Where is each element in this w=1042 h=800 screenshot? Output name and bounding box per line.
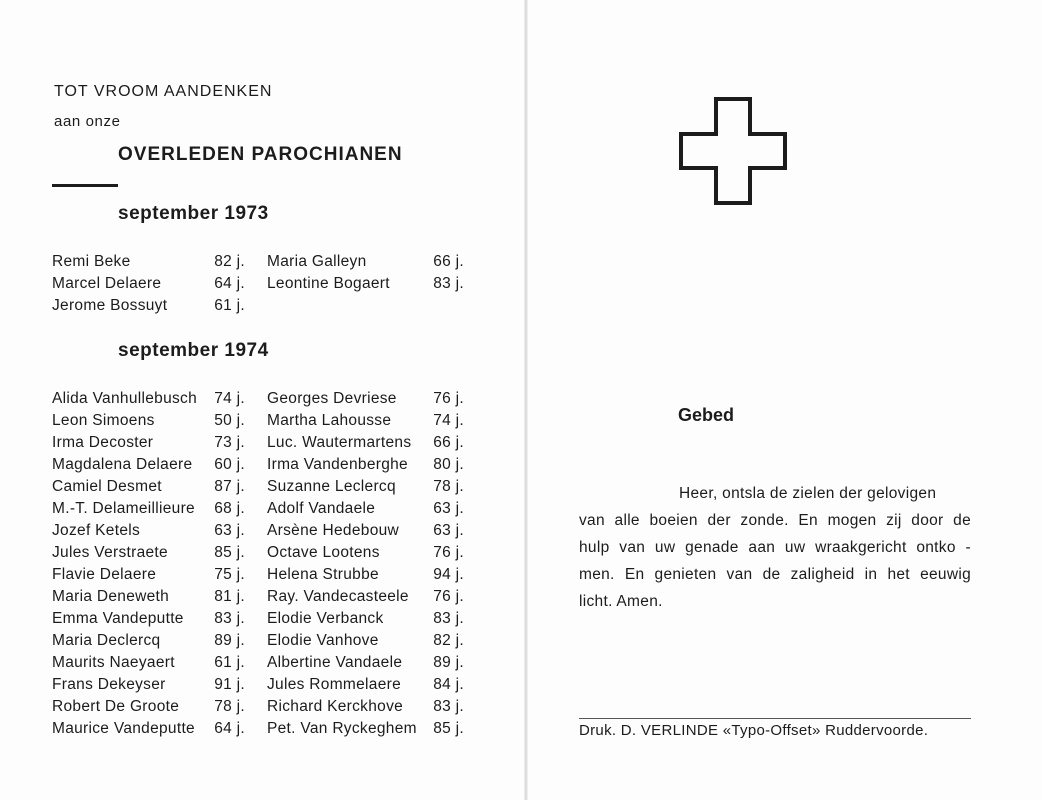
age-left: 64 j.	[214, 720, 245, 737]
prayer-line: men. En genieten van de zaligheid in het eeuwig	[579, 566, 971, 583]
name-left: Alida Vanhullebusch	[52, 390, 198, 407]
printer-divider	[579, 718, 971, 719]
age-right: 94 j.	[433, 566, 464, 583]
age-right: 66 j.	[433, 253, 464, 270]
name-left: Magdalena Delaere	[52, 456, 193, 473]
prayer-line: Heer, ontsla de zielen der gelovigen	[679, 485, 937, 502]
age-left: 64 j.	[214, 275, 245, 292]
name-left: Jozef Ketels	[52, 522, 141, 539]
name-left: Leon Simoens	[52, 412, 155, 429]
age-left: 82 j.	[214, 253, 245, 270]
age-left: 50 j.	[214, 412, 245, 429]
name-right: Ray. Vandecasteele	[267, 588, 409, 605]
name-left: Flavie Delaere	[52, 566, 157, 583]
name-left: Frans Dekeyser	[52, 676, 166, 693]
age-right: 78 j.	[433, 478, 464, 495]
name-right: Elodie Verbanck	[267, 610, 384, 627]
age-right: 84 j.	[433, 676, 464, 693]
name-right: Luc. Wautermartens	[267, 434, 412, 451]
age-right: 83 j.	[433, 275, 464, 292]
age-left: 89 j.	[214, 632, 245, 649]
name-left: Jules Verstraete	[52, 544, 168, 561]
name-left: Marcel Delaere	[52, 275, 162, 292]
prayer-line: hulp van uw genade aan uw wraakgericht ontko -	[579, 539, 971, 556]
section-heading-1973: september 1973	[118, 203, 269, 224]
name-left: Maurits Naeyaert	[52, 654, 175, 671]
name-right: Helena Strubbe	[267, 566, 379, 583]
name-left: M.-T. Delameillieure	[52, 500, 195, 517]
prayer-line: van alle boeien der zonde. En mogen zij door de	[579, 512, 971, 529]
age-right: 76 j.	[433, 390, 464, 407]
age-left: 83 j.	[214, 610, 245, 627]
age-left: 73 j.	[214, 434, 245, 451]
age-right: 85 j.	[433, 720, 464, 737]
name-left: Maurice Vandeputte	[52, 720, 195, 737]
age-left: 68 j.	[214, 500, 245, 517]
prayer-title: Gebed	[678, 405, 735, 425]
age-left: 78 j.	[214, 698, 245, 715]
age-right: 76 j.	[433, 588, 464, 605]
name-right: Suzanne Leclercq	[267, 478, 396, 495]
header-line-2: aan onze	[54, 113, 121, 130]
age-right: 89 j.	[433, 654, 464, 671]
age-left: 85 j.	[214, 544, 245, 561]
outline-cross-icon	[678, 96, 788, 206]
age-right: 83 j.	[433, 610, 464, 627]
page-title: OVERLEDEN PAROCHIANEN	[118, 144, 403, 165]
name-right: Georges Devriese	[267, 390, 397, 407]
name-left: Robert De Groote	[52, 698, 180, 715]
name-left: Remi Beke	[52, 253, 131, 270]
name-right: Leontine Bogaert	[267, 275, 390, 292]
name-left: Irma Decoster	[52, 434, 154, 451]
name-left: Emma Vandeputte	[52, 610, 184, 627]
age-left: 61 j.	[214, 654, 245, 671]
header-line-1: TOT VROOM AANDENKEN	[54, 83, 273, 100]
age-right: 74 j.	[433, 412, 464, 429]
name-left: Camiel Desmet	[52, 478, 162, 495]
age-left: 74 j.	[214, 390, 245, 407]
age-left: 87 j.	[214, 478, 245, 495]
age-left: 81 j.	[214, 588, 245, 605]
age-right: 63 j.	[433, 522, 464, 539]
age-left: 61 j.	[214, 297, 245, 314]
name-left: Maria Declercq	[52, 632, 161, 649]
age-left: 60 j.	[214, 456, 245, 473]
age-right: 63 j.	[433, 500, 464, 517]
name-right: Albertine Vandaele	[267, 654, 403, 671]
prayer-text	[579, 480, 971, 615]
prayer-line: licht. Amen.	[579, 593, 663, 610]
printer-credit: Druk. D. VERLINDE «Typo-Offset» Ruddervoorde.	[579, 722, 929, 739]
name-right: Adolf Vandaele	[267, 500, 376, 517]
name-right: Elodie Vanhove	[267, 632, 379, 649]
age-left: 91 j.	[214, 676, 245, 693]
age-left: 63 j.	[214, 522, 245, 539]
name-right: Arsène Hedebouw	[267, 522, 400, 539]
name-right: Martha Lahousse	[267, 412, 392, 429]
age-right: 80 j.	[433, 456, 464, 473]
age-right: 83 j.	[433, 698, 464, 715]
name-right: Irma Vandenberghe	[267, 456, 408, 473]
name-left: Maria Deneweth	[52, 588, 170, 605]
age-right: 76 j.	[433, 544, 464, 561]
age-right: 82 j.	[433, 632, 464, 649]
age-right: 66 j.	[433, 434, 464, 451]
title-divider	[52, 184, 118, 187]
name-right: Octave Lootens	[267, 544, 380, 561]
name-left: Jerome Bossuyt	[52, 297, 168, 314]
name-right: Richard Kerckhove	[267, 698, 404, 715]
section-heading-1974: september 1974	[118, 340, 269, 361]
name-right: Maria Galleyn	[267, 253, 367, 270]
age-left: 75 j.	[214, 566, 245, 583]
name-right: Pet. Van Ryckeghem	[267, 720, 417, 737]
name-right: Jules Rommelaere	[267, 676, 402, 693]
